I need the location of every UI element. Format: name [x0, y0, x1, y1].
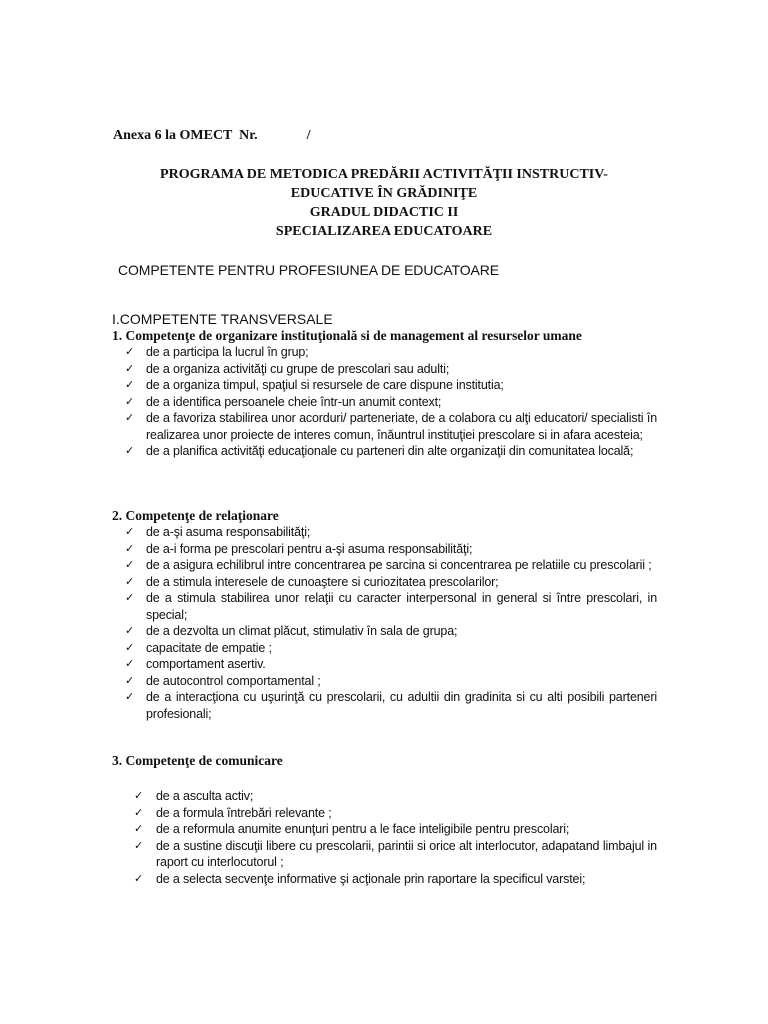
list-item	[112, 541, 657, 558]
checkmark-icon: ✓	[125, 345, 135, 358]
list-item-text: de a organiza activităţi cu grupe de prescolari sau adulti;	[146, 361, 450, 376]
checkmark-icon: ✓	[125, 591, 135, 604]
list-item	[112, 640, 657, 657]
checkmark-icon: ✓	[125, 411, 135, 424]
section-title: I.COMPETENTE TRANSVERSALE	[112, 311, 333, 327]
list-item	[112, 788, 657, 805]
checkmark-icon: ✓	[134, 805, 144, 819]
checkmark-icon: ✓	[125, 624, 135, 637]
checkmark-icon: ✓	[125, 558, 135, 571]
subsection-title: 1. Competenţe de organizare instituţională si de management al resurselor umane	[112, 328, 582, 343]
list-item-text: de a dezvolta un climat plăcut, stimulativ în sala de grupa;	[146, 624, 458, 638]
checkmark-icon: ✓	[134, 838, 144, 852]
list-item-text: de a sustine discuţii libere cu prescolarii, parintii si orice alt interlocutor, adapatand limbajul in raport cu interlocutorul ;	[156, 838, 657, 869]
list-item	[112, 871, 657, 888]
competence-list	[112, 344, 657, 460]
checkmark-icon: ✓	[125, 444, 135, 457]
title-line-1: PROGRAMA DE METODICA PREDĂRII ACTIVITĂŢII INSTRUCTIV-	[160, 167, 608, 182]
list-item-text: de a planifica activităţi educaţionale cu parteneri din alte organizaţii din comunitatea locală;	[146, 444, 634, 458]
list-item	[112, 344, 657, 361]
list-item	[112, 524, 657, 541]
checkmark-icon: ✓	[125, 525, 135, 538]
list-item-text: de a asigura echilibrul intre concentrarea pe sarcina si concentrarea pe relatiile cu prescolarii ;	[146, 558, 652, 572]
list-item	[112, 377, 657, 394]
section-communication-competences	[112, 752, 657, 887]
list-item-text: de a organiza timpul, spaţiul si resursele de care dispune institutia;	[146, 378, 504, 392]
title-line-3: GRADUL DIDACTIC II	[309, 205, 459, 220]
list-item-text: de a stimula stabilirea unor relaţii cu caracter interpersonal in general si între prescolari, in special;	[146, 591, 657, 622]
annex-reference: Anexa 6 la OMECT Nr. /	[113, 128, 311, 143]
list-item-text: capacitate de empatie ;	[146, 640, 272, 655]
subsection-title: 2. Competenţe de relaţionare	[112, 508, 279, 523]
checkmark-icon: ✓	[134, 789, 144, 802]
list-item	[112, 590, 657, 623]
list-item-text: de a formula întrebări relevante ;	[156, 805, 332, 820]
checkmark-icon: ✓	[125, 673, 135, 687]
profession-heading: COMPETENTE PENTRU PROFESIUNEA DE EDUCATOARE	[118, 262, 500, 278]
list-item-text: comportament asertiv.	[146, 657, 266, 671]
list-item	[112, 574, 657, 591]
list-item-text: de a stimula interesele de cunoaştere si curiozitatea prescolarilor;	[146, 574, 499, 589]
list-item	[112, 689, 657, 722]
list-item-text: de a interacţiona cu uşurinţă cu prescolarii, cu adultii din gradinita si cu alti posibili parteneri profesionali;	[146, 690, 657, 721]
list-item-text: de a participa la lucrul în grup;	[146, 345, 309, 359]
list-item-text: de a-şi asuma responsabilităţi;	[146, 525, 311, 539]
list-item	[112, 821, 657, 838]
list-item	[112, 443, 657, 460]
checkmark-icon: ✓	[125, 657, 135, 670]
subsection-title: 3. Competenţe de comunicare	[112, 753, 283, 768]
list-item	[112, 623, 657, 640]
list-item-text: de a identifica persoanele cheie într-un anumit context;	[146, 394, 442, 409]
checkmark-icon: ✓	[125, 541, 135, 555]
list-item	[112, 557, 657, 574]
checkmark-icon: ✓	[125, 394, 135, 408]
list-item	[112, 673, 657, 690]
competence-list	[112, 524, 657, 722]
title-line-2: EDUCATIVE ÎN GRĂDINIŢE	[290, 186, 478, 201]
checkmark-icon: ✓	[134, 822, 144, 835]
checkmark-icon: ✓	[125, 361, 135, 375]
section-transversal-competences	[112, 311, 657, 460]
checkmark-icon: ✓	[125, 574, 135, 588]
checkmark-icon: ✓	[125, 378, 135, 391]
list-item	[112, 805, 657, 822]
list-item-text: de a reformula anumite enunţuri pentru a le face inteligibile pentru prescolari;	[156, 822, 570, 836]
checkmark-icon: ✓	[134, 871, 144, 885]
list-item	[112, 361, 657, 378]
list-item	[112, 394, 657, 411]
list-item-text: de a-i forma pe prescolari pentru a-şi asuma responsabilităţi;	[146, 541, 473, 556]
section-relational-competences	[112, 507, 657, 722]
competence-list	[112, 788, 657, 887]
list-item-text: de a favoriza stabilirea unor acorduri/ parteneriate, de a colabora cu alţi educatori/ specialisti în realizarea unor proiecte de interes comun, înăuntrul instituţiei prescolare si in afara acesteia;	[146, 411, 657, 442]
checkmark-icon: ✓	[125, 640, 135, 654]
list-item	[112, 410, 657, 443]
list-item	[112, 656, 657, 673]
list-item-text: de a asculta activ;	[156, 789, 254, 803]
list-item-text: de a selecta secvenţe informative şi acţionale prin raportare la specificul varstei;	[156, 871, 586, 886]
list-item	[112, 838, 657, 871]
checkmark-icon: ✓	[125, 690, 135, 703]
specialization-title: SPECIALIZAREA EDUCATOARE	[275, 224, 493, 239]
program-title	[100, 165, 668, 222]
list-item-text: de autocontrol comportamental ;	[146, 673, 321, 688]
